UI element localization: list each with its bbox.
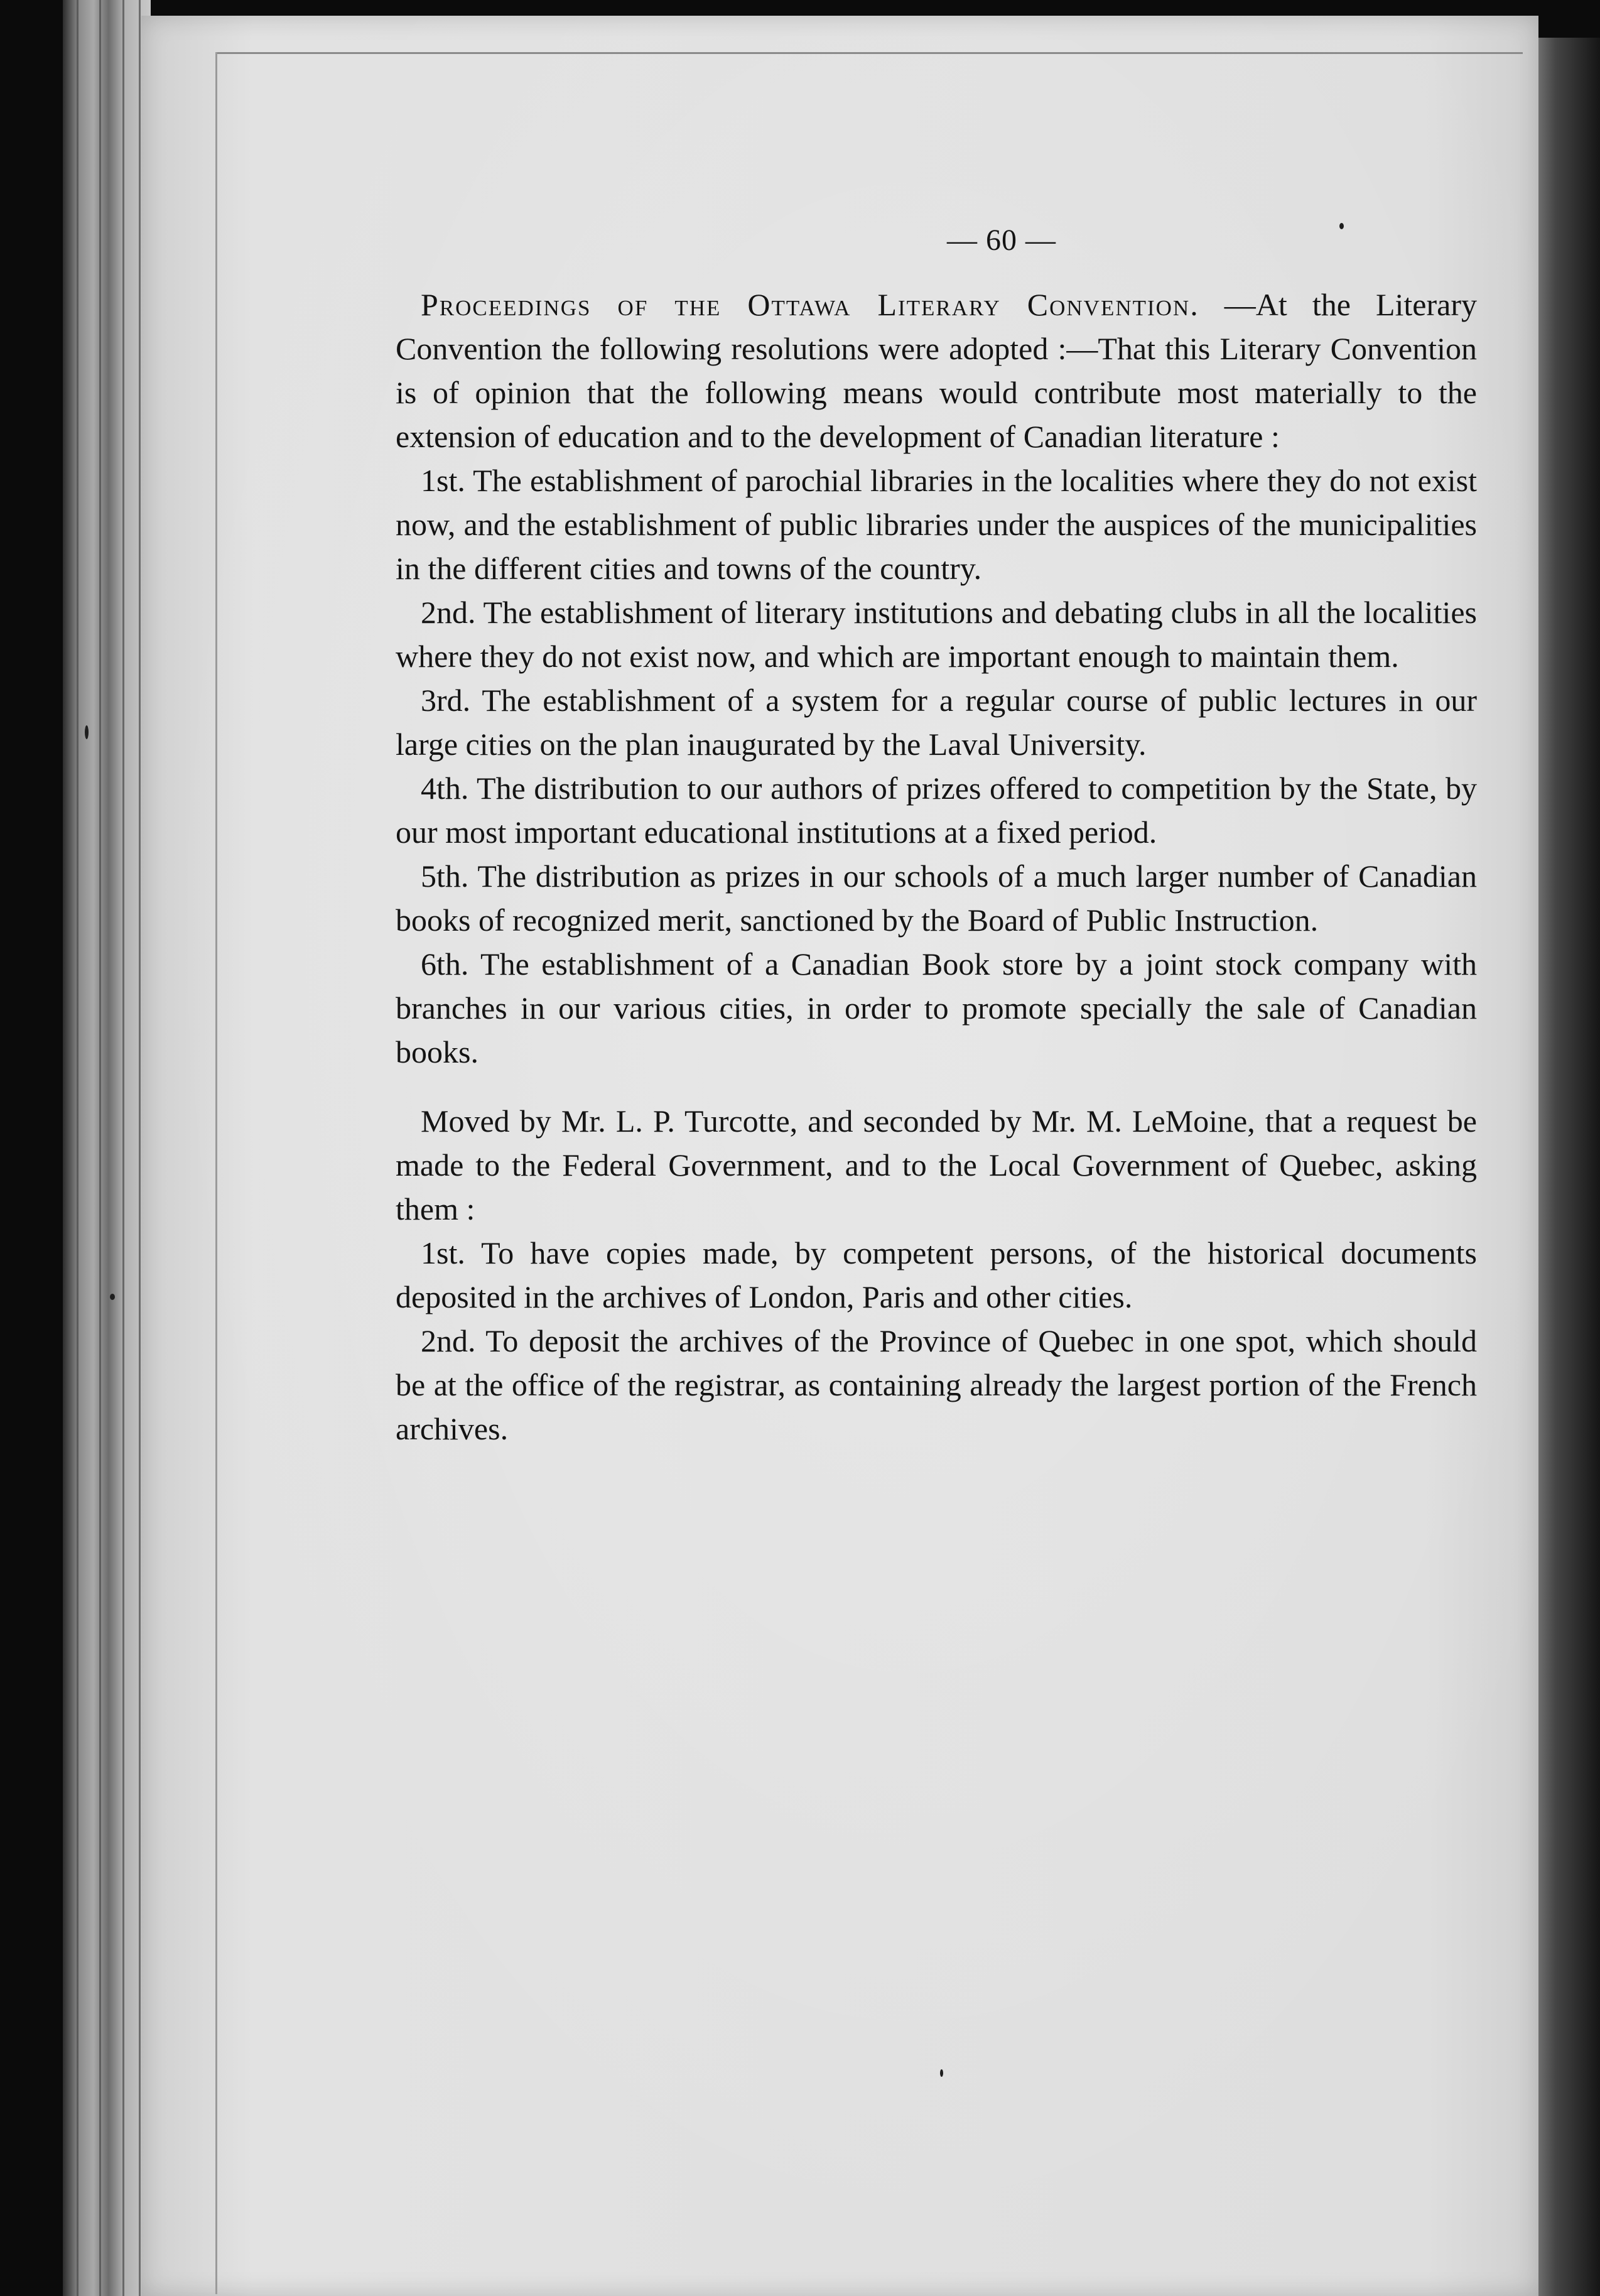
page-body [396,223,1477,1451]
binding-line [99,0,101,2296]
resolution-item: 5th. The distribution as prizes in our schools of a much larger number of Canadian books of recognized merit, sanctioned by the Board of Public Instruction. [396,858,1477,938]
book-binding-edge [63,0,151,2296]
page-number: — 60 — [947,224,1056,257]
paragraph-gap [396,1074,1477,1099]
ink-speck [940,2069,943,2077]
page-right-edge-shadow [1532,38,1600,2296]
ink-speck [110,1294,115,1300]
page-left-rule [215,52,217,2294]
intro-text: —At the Literary Convention the following resolutions were adopted :—That this Literary Convention is of opinion that the following means would contribute most materially to the extension of education and to the development of Canadian literature : [396,287,1477,454]
resolution-item: 3rd. The establishment of a system for a regular course of public lectures in our large cities on the plan inaugurated by the Laval University. [396,683,1477,762]
intro-paragraph [396,283,1477,458]
resolution-item: 2nd. The establishment of literary institutions and debating clubs in all the localities where they do not exist now, and which are important enough to maintain them. [396,595,1477,674]
top-spacer [396,223,1477,283]
resolution-item: 1st. The establishment of parochial libraries in the localities where they do not exist now, and the establishment of public libraries under the auspices of the municipalities in the different cities and towns of the country. [396,463,1477,586]
ink-speck [85,725,89,739]
page-top-rule [217,52,1523,54]
section-heading: Proceedings of the Ottawa Literary Convention. [421,287,1199,322]
motion-paragraph: Moved by Mr. L. P. Turcotte, and seconded by Mr. M. LeMoine, that a request be made to the Federal Government, and to the Local Government of Quebec, asking them : [396,1103,1477,1227]
resolution-item: 6th. The establishment of a Canadian Book store by a joint stock company with branches in our various cities, in order to promote specially the sale of Canadian books. [396,946,1477,1069]
resolution-item: 4th. The distribution to our authors of prizes offered to competition by the State, by our most important educational institutions at a fixed period. [396,771,1477,850]
request-item: 2nd. To deposit the archives of the Province of Quebec in one spot, which should be at the office of the registrar, as containing already the largest portion of the French archives. [396,1323,1477,1446]
binding-line [139,0,141,2296]
binding-line [122,0,124,2296]
request-item: 1st. To have copies made, by competent persons, of the historical documents deposited in the archives of London, Paris and other cities. [396,1235,1477,1314]
binding-line [77,0,78,2296]
